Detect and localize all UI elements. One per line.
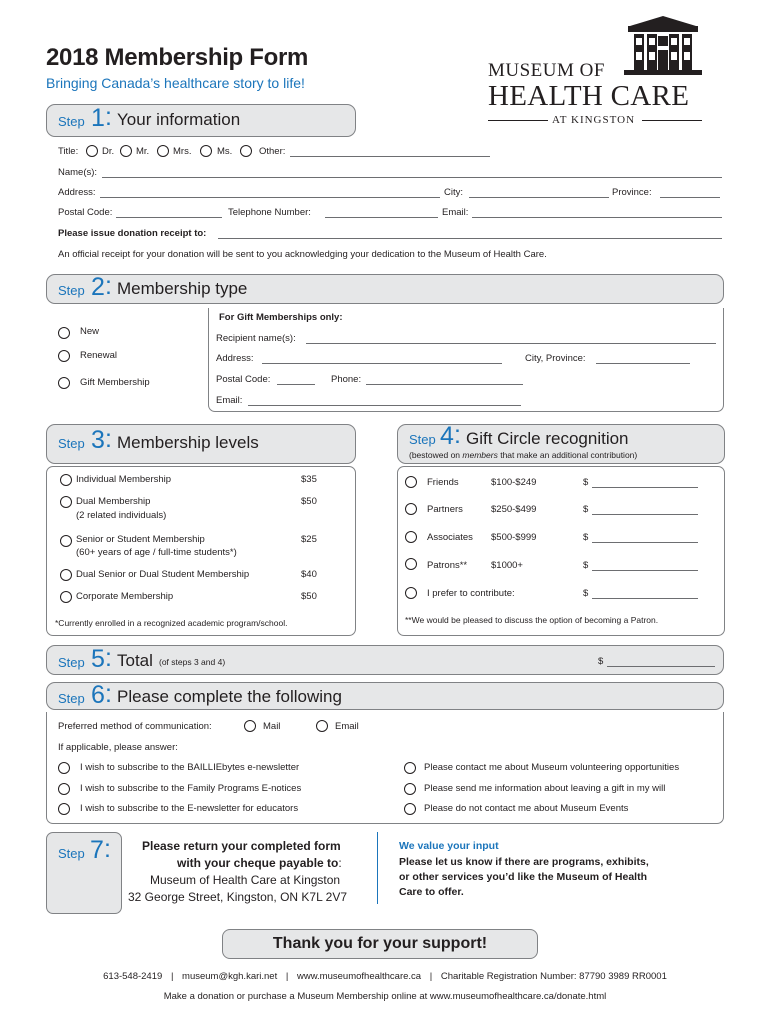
- province-label: Province:: [612, 187, 652, 198]
- total-currency: $: [598, 656, 604, 667]
- step6-header: Step 6 : Please complete the following: [46, 682, 724, 710]
- city-label: City:: [444, 187, 463, 198]
- gift-address-label: Address:: [216, 353, 254, 364]
- tier-friends-amount[interactable]: [592, 478, 698, 488]
- tier-custom-amount[interactable]: [592, 589, 698, 599]
- donate-line: Make a donation or purchase a Museum Membership online at www.museumofhealthcare.ca/donate.html: [163, 991, 607, 1002]
- address-label: Address:: [58, 187, 96, 198]
- receipt-field[interactable]: [218, 229, 722, 239]
- total-amount[interactable]: [607, 657, 715, 667]
- comm-email-radio[interactable]: [316, 720, 328, 732]
- province-field[interactable]: [660, 188, 720, 198]
- gift-phone-label: Phone:: [331, 374, 362, 385]
- title-label: Title:: [58, 146, 79, 157]
- tier-associates-radio[interactable]: [405, 531, 417, 543]
- comm-label: Preferred method of communication:: [58, 721, 212, 732]
- gift-circle-footnote: **We would be pleased to discuss the option of becoming a Patron.: [405, 615, 659, 625]
- level-individual-radio[interactable]: [60, 474, 72, 486]
- step7-divider: [377, 832, 378, 904]
- title-other-field[interactable]: [290, 147, 490, 157]
- names-label: Name(s):: [58, 167, 98, 178]
- contact-line: 613-548-2419 | museum@kgh.kari.net | www.museumofhealthcare.ca | Charitable Registration Number: 87790 3989 RR0001: [103, 971, 667, 982]
- tier-friends-radio[interactable]: [405, 476, 417, 488]
- title-mr-radio[interactable]: [120, 145, 132, 157]
- thanks-banner: [222, 929, 538, 959]
- gift-circle-box: [397, 466, 725, 636]
- step4-subtitle: (bestowed on members that make an additional contribution): [409, 450, 638, 460]
- postal-label: Postal Code:: [58, 207, 113, 218]
- level-dual-senior-radio[interactable]: [60, 569, 72, 581]
- type-renewal-radio[interactable]: [58, 350, 70, 362]
- step5-note: (of steps 3 and 4): [159, 657, 226, 667]
- value-line1: Please let us know if there are programs, exhibits,: [399, 856, 649, 868]
- step7-header: Step 7 :: [46, 832, 122, 914]
- thanks-text: Thank you for your support!: [272, 935, 488, 952]
- logo-line2: HEALTH CARE: [488, 80, 690, 112]
- tier-patrons-amount[interactable]: [592, 561, 698, 571]
- level-corporate-radio[interactable]: [60, 591, 72, 603]
- address-field[interactable]: [100, 188, 440, 198]
- tier-custom-radio[interactable]: [405, 587, 417, 599]
- postal-field[interactable]: [116, 208, 222, 218]
- receipt-note: An official receipt for your donation will be sent to you acknowledging your dedication to the Museum of Health Care.: [58, 249, 547, 260]
- recipient-field[interactable]: [306, 334, 716, 344]
- email-field[interactable]: [472, 208, 722, 218]
- levels-footnote: *Currently enrolled in a recognized academic program/school.: [55, 618, 288, 628]
- level-dual-radio[interactable]: [60, 496, 72, 508]
- volunteering-radio[interactable]: [404, 762, 416, 774]
- step5-title: Total: [117, 651, 153, 670]
- logo-line1: MUSEUM OF: [488, 60, 605, 81]
- step1-title: Your information: [117, 110, 241, 129]
- applicable-label: If applicable, please answer:: [58, 742, 178, 753]
- step2-title: Membership type: [117, 279, 248, 298]
- step3-header: Step 3 : Membership levels: [46, 424, 356, 464]
- comm-mail-radio[interactable]: [244, 720, 256, 732]
- museum-building-icon: [620, 14, 706, 76]
- gift-address-field[interactable]: [262, 354, 502, 364]
- step4-title: Gift Circle recognition: [466, 429, 629, 448]
- logo-rule-right: [642, 120, 702, 121]
- museum-logo: [480, 14, 710, 130]
- return-line3: Museum of Health Care at Kingston: [150, 873, 341, 887]
- logo-line3: AT KINGSTON: [552, 114, 636, 126]
- title-dr-radio[interactable]: [86, 145, 98, 157]
- phone-label: Telephone Number:: [228, 207, 311, 218]
- footer-email-link[interactable]: museum@kgh.kari.net: [182, 971, 278, 982]
- tier-patrons-radio[interactable]: [405, 558, 417, 570]
- footer-phone: 613-548-2419: [103, 971, 163, 982]
- type-new-radio[interactable]: [58, 327, 70, 339]
- title-ms-radio[interactable]: [200, 145, 212, 157]
- tier-partners-radio[interactable]: [405, 503, 417, 515]
- tier-associates-amount[interactable]: [592, 533, 698, 543]
- gift-heading: For Gift Memberships only:: [219, 312, 343, 323]
- names-field[interactable]: [102, 168, 722, 178]
- recipient-label: Recipient name(s):: [216, 333, 296, 344]
- receipt-label: Please issue donation receipt to:: [58, 228, 207, 239]
- phone-field[interactable]: [325, 208, 438, 218]
- value-line3: Care to offer.: [399, 886, 464, 898]
- gift-in-will-radio[interactable]: [404, 783, 416, 795]
- step1-header: Step 1 : Your information: [46, 104, 356, 137]
- tier-partners-amount[interactable]: [592, 505, 698, 515]
- baillie-newsletter-radio[interactable]: [58, 762, 70, 774]
- level-senior-student-radio[interactable]: [60, 535, 72, 547]
- step5-header: Step 5 : Total (of steps 3 and 4) $: [46, 645, 724, 675]
- value-line2: or other services you’d like the Museum of Health: [399, 871, 647, 883]
- value-heading: We value your input: [399, 840, 499, 852]
- type-gift-radio[interactable]: [58, 377, 70, 389]
- return-line2: with your cheque payable to:: [177, 856, 342, 870]
- gift-city-field[interactable]: [596, 354, 690, 364]
- gift-email-label: Email:: [216, 395, 243, 406]
- step3-title: Membership levels: [117, 433, 259, 452]
- educators-newsletter-radio[interactable]: [58, 803, 70, 815]
- gift-phone-field[interactable]: [366, 375, 523, 385]
- return-line4: 32 George Street, Kingston, ON K7L 2V7: [128, 890, 348, 904]
- city-field[interactable]: [469, 188, 609, 198]
- step2-header: Step 2 : Membership type: [46, 274, 724, 304]
- form-subtitle: Bringing Canada’s healthcare story to life!: [46, 75, 305, 91]
- gift-postal-label: Postal Code:: [216, 374, 271, 385]
- form-title: 2018 Membership Form: [46, 44, 309, 71]
- footer-charity-number: Charitable Registration Number: 87790 3989 RR0001: [440, 971, 667, 982]
- return-line1: Please return your completed form: [142, 839, 341, 853]
- do-not-contact-radio[interactable]: [404, 803, 416, 815]
- step6-title: Please complete the following: [117, 687, 342, 706]
- title-other-radio[interactable]: [240, 145, 252, 157]
- step4-header: Step 4 : Gift Circle recognition (bestowed on members that make an additional contribution): [397, 424, 725, 464]
- footer-website-link[interactable]: www.museumofhealthcare.ca: [296, 971, 422, 982]
- gift-email-field[interactable]: [248, 396, 521, 406]
- title-mrs-radio[interactable]: [157, 145, 169, 157]
- family-programs-radio[interactable]: [58, 783, 70, 795]
- logo-rule-left: [488, 120, 548, 121]
- email-label: Email:: [442, 207, 469, 218]
- gift-city-label: City, Province:: [525, 353, 586, 364]
- gift-postal-field[interactable]: [277, 375, 315, 385]
